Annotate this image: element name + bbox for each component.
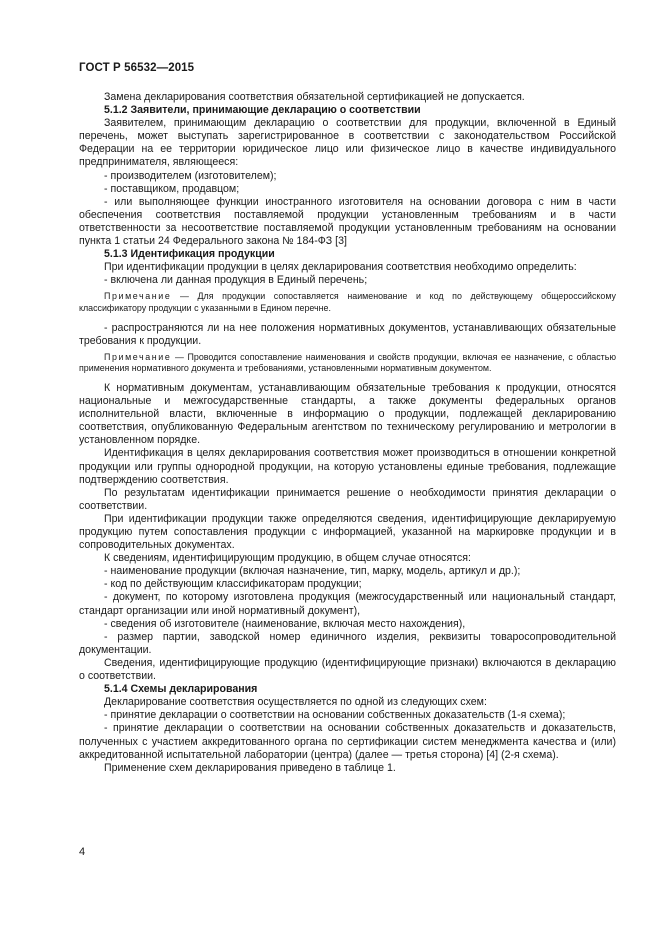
paragraph: - размер партии, заводской номер единичного изделия, реквизиты товаросопроводительной документации. [79, 630, 616, 656]
note [79, 352, 616, 375]
note-text: — Проводится сопоставление наименования и свойств продукции, включая ее назначение, с областью применения нормативного документа и требованиями, установленными нормативным документом. [79, 351, 616, 374]
paragraph: - или выполняющее функции иностранного изготовителя на основании договора с ним в части обеспечения соответствия поставляемой продукции установленным требованиям и в части ответственности за несоответствие поставляемой продукции установленным требованиям на основании пункта 1 статьи 24 Федерального закона № 184-ФЗ [3] [79, 195, 616, 248]
paragraph: При идентификации продукции в целях декларирования соответствия необходимо определить: [104, 261, 577, 274]
section-heading: 5.1.3 Идентификация продукции [104, 248, 275, 261]
note-label: Примечание [104, 291, 172, 302]
document-header: ГОСТ Р 56532—2015 [79, 62, 195, 74]
paragraph: Сведения, идентифицирующие продукцию (идентифицирующие признаки) включаются в декларацию о соответствии. [79, 656, 616, 683]
note-text: — Для продукции сопоставляется наименование и код по действующему общероссийскому классификатору продукции с указанными в Едином перечне. [79, 291, 616, 313]
paragraph: К сведениям, идентифицирующим продукцию, в общем случае относятся: [104, 552, 471, 565]
paragraph: - поставщиком, продавцом; [104, 182, 240, 195]
paragraph: - принятие декларации о соответствии на основании собственных доказательств (1-я схема); [104, 709, 566, 722]
paragraph: - код по действующим классификаторам продукции; [104, 578, 362, 591]
paragraph: По результатам идентификации принимается решение о необходимости принятия декларации о соответствии. [79, 486, 616, 512]
paragraph: - принятие декларации о соответствии на основании собственных доказательств и доказательств, полученных с участием аккредитованного органа по сертификации систем менеджмента качества и (или) аккредитованной испытательной лаборатории (центра) (далее — третья сторона) [4] (2-я схема). [79, 722, 616, 761]
paragraph: - производителем (изготовителем); [104, 169, 277, 182]
paragraph: Замена декларирования соответствия обязательной сертификацией не допускается. [104, 91, 525, 103]
paragraph: При идентификации продукции также определяются сведения, идентифицирующие декларируемую продукцию путем сопоставления продукции с информацией, указанной на маркировке продукции и в сопроводительных документах. [79, 512, 616, 552]
note-label: Примечание [104, 351, 172, 362]
paragraph: - документ, по которому изготовлена продукция (межгосударственный или национальный стандарт, стандарт организации или иной нормативный документ), [79, 591, 616, 617]
paragraph: Декларирование соответствия осуществляется по одной из следующих схем: [104, 696, 487, 709]
section-heading: 5.1.2 Заявители, принимающие декларацию о соответствии [104, 104, 421, 117]
paragraph: Идентификация в целях декларирования соответствия может производиться в отношении конкретной продукции или группы однородной продукции, на которую установлены единые требования, подлежащие подтверждению соответствия. [79, 447, 616, 486]
document-body [79, 91, 616, 775]
paragraph: - наименование продукции (включая назначение, тип, марку, модель, артикул и др.); [104, 565, 521, 578]
paragraph: Заявителем, принимающим декларацию о соответствии для продукции, включенной в Единый перечень, может выступать зарегистрированное в соответствии с законодательством Российской Федерации на ее территории юридическое лицо или физическое лицо в качестве индивидуального предпринимателя, являющееся: [79, 117, 616, 169]
paragraph: - распространяются ли на нее положения нормативных документов, устанавливающих обязательные требования к продукции. [79, 321, 616, 347]
paragraph: К нормативным документам, устанавливающим обязательные требования к продукции, относятся национальные и межгосударственные стандарты, а также документы федеральных органов исполнительной власти, включенные в информацию о продукции, подлежащей декларированию соответствия, опубликованную Федеральным агентством по техническому регулированию и метрологии в установленном порядке. [79, 381, 616, 447]
note [79, 291, 616, 314]
paragraph: Применение схем декларирования приведено в таблице 1. [104, 761, 396, 774]
section-heading: 5.1.4 Схемы декларирования [104, 683, 258, 696]
page-number: 4 [79, 846, 86, 858]
paragraph: - сведения об изготовителе (наименование, включая место нахождения), [104, 617, 466, 630]
paragraph: - включена ли данная продукция в Единый перечень; [104, 274, 368, 287]
